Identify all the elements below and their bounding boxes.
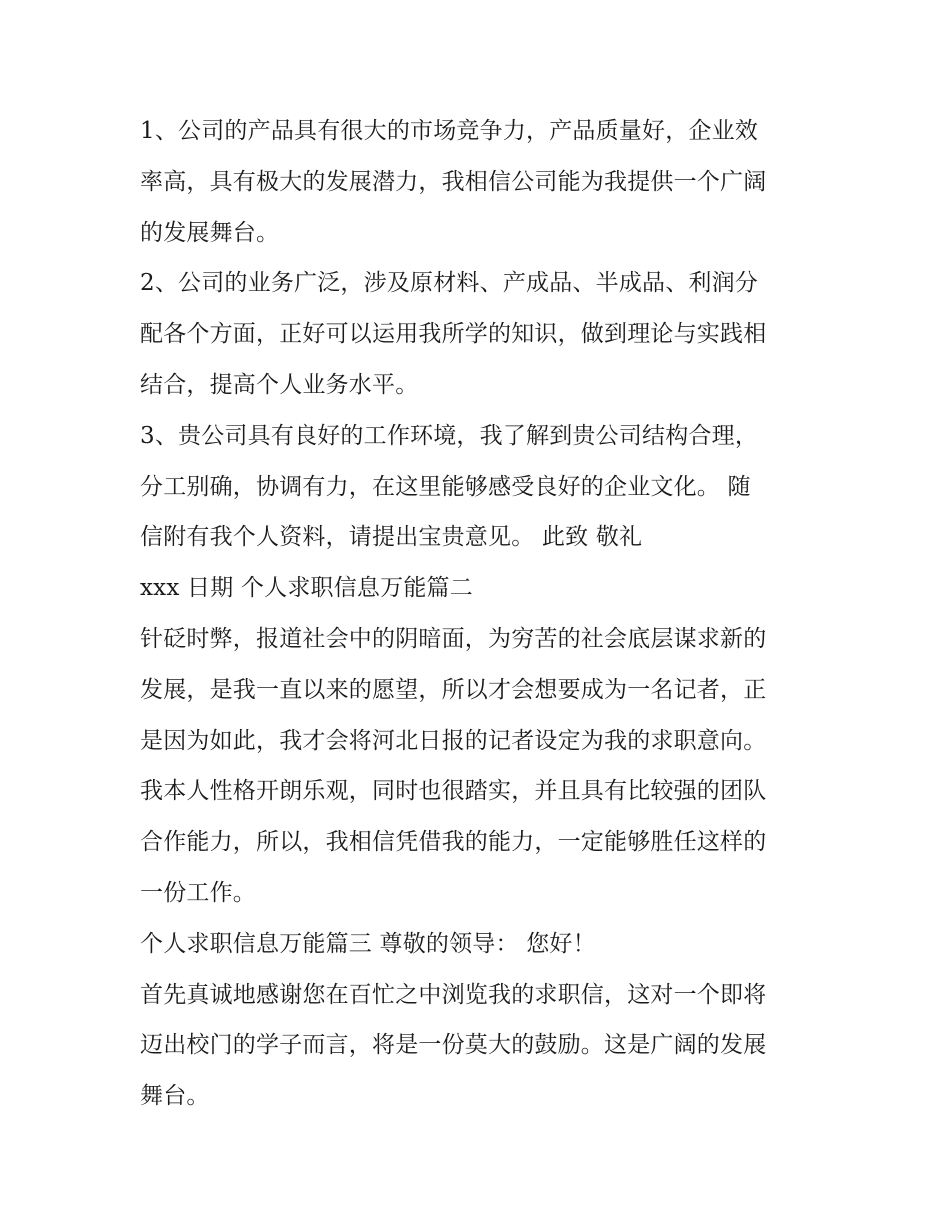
text-line: 信附有我个人资料，请提出宝贵意见。 此致 敬礼 — [140, 524, 643, 551]
section-heading-line: 个人求职信息万能篇三 尊敬的领导： 您好！ — [140, 930, 596, 957]
text-line: 合作能力，所以，我相信凭借我的能力，一定能够胜任这样的 — [140, 829, 767, 856]
text-line: 1、公司的产品具有很大的市场竞争力，产品质量好，企业效 — [140, 118, 759, 144]
text-line: 结合，提高个人业务水平。 — [140, 371, 419, 398]
text-line: 配各个方面，正好可以运用我所学的知识，做到理论与实践相 — [140, 321, 767, 348]
text-line: 我本人性格开朗乐观，同时也很踏实，并且具有比较强的团队 — [140, 778, 767, 805]
text-line: 发展，是我一直以来的愿望，所以才会想要成为一名记者，正 — [140, 676, 767, 703]
text-line: 迈出校门的学子而言，将是一份莫大的鼓励。这是广阔的发展 — [140, 1032, 767, 1059]
text-line: 3、贵公司具有良好的工作环境，我了解到贵公司结构合理， — [140, 422, 759, 449]
text-line: 针砭时弊，报道社会中的阴暗面，为穷苦的社会底层谋求新的 — [140, 625, 767, 652]
text-line: 2、公司的业务广泛，涉及原材料、产成品、半成品、利润分 — [140, 270, 759, 297]
section-heading-line: xxx 日期 个人求职信息万能篇二 — [140, 575, 473, 602]
text-line: 首先真诚地感谢您在百忙之中浏览我的求职信，这对一个即将 — [140, 981, 767, 1008]
text-line: 的发展舞台。 — [140, 219, 280, 246]
text-line: 舞台。 — [140, 1083, 210, 1110]
text-line: 一份工作。 — [140, 879, 256, 906]
text-line: 率高，具有极大的发展潜力，我相信公司能为我提供一个广阔 — [140, 168, 767, 195]
text-line: 是因为如此，我才会将河北日报的记者设定为我的求职意向。 — [140, 727, 767, 754]
text-line: 分工别确，协调有力，在这里能够感受良好的企业文化。 随 — [140, 473, 751, 500]
document-body — [140, 106, 820, 1122]
